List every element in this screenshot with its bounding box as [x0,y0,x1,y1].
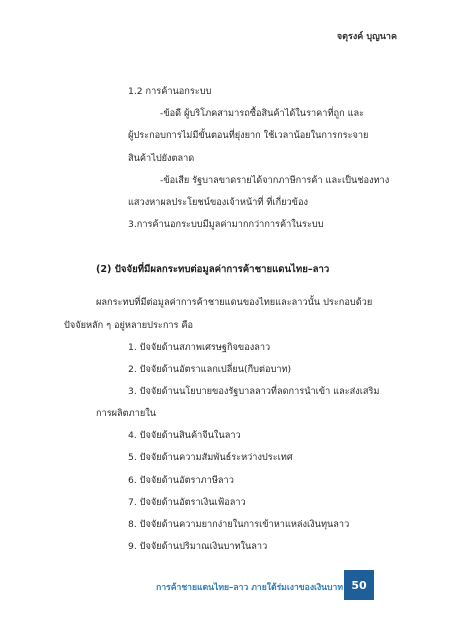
factor-item-6: 6. ปัจจัยด้านอัตราภาษีลาว [128,475,234,486]
disadvantage-line-1: -ข้อเสีย รัฐบาลขาดรายได้จากภาษีการค้า และเป็นช่องทาง [160,175,390,186]
factor-item-5: 5. ปัจจัยด้านความสัมพันธ์ระหว่างประเทศ [128,452,293,463]
page-number-badge: 50 [344,570,374,600]
intro-line-2: ปัจจัยหลัก ๆ อยู่หลายประการ คือ [64,320,194,331]
intro-line-1: ผลกระทบที่มีต่อมูลค่าการค้าชายแดนของไทยและลาวนั้น ประกอบด้วย [96,297,373,308]
running-header-author: จตุรงค์ บุญนาค [336,32,397,42]
advantage-line-2: ผู้ประกอบการไม่มีขั้นตอนที่ยุ่งยาก ใช้เวลาน้อยในการกระจาย [128,130,369,141]
factor-item-3-cont: การผลิตภายใน [96,408,157,419]
factor-item-3: 3. ปัจจัยด้านนโยบายของรัฐบาลลาวที่ลดการนำเข้า และส่งเสริม [128,386,380,397]
factor-item-9: 9. ปัจจัยด้านปริมาณเงินบาทในลาว [128,541,268,552]
section-heading: (2) ปัจจัยที่มีผลกระทบต่อมูลค่าการค้าชายแดนไทย–ลาว [96,264,330,275]
footer-book-title: การค้าชายแดนไทย–ลาว ภายใต้ร่มเงาของเงินบาท [156,583,343,593]
item-3: 3.การค้านอกระบบมีมูลค่ามากกว่าการค้าในระบบ [128,219,324,230]
disadvantage-line-2: แสวงหาผลประโยชน์ของเจ้าหน้าที่ ที่เกี่ยวข้อง [128,197,308,208]
factor-item-4: 4. ปัจจัยด้านสินค้าจีนในลาว [128,430,241,441]
page-footer [0,570,453,600]
factor-item-7: 7. ปัจจัยด้านอัตราเงินเฟ้อลาว [128,497,246,508]
advantage-line-1: -ข้อดี ผู้บริโภคสามารถซื้อสินค้าได้ในราคาที่ถูก และ [160,108,365,119]
factor-item-8: 8. ปัจจัยด้านความยากง่ายในการเข้าหาแหล่งเงินทุนลาว [128,519,350,530]
factor-item-1: 1. ปัจจัยด้านสภาพเศรษฐกิจของลาว [128,342,271,353]
item-1-2: 1.2 การค้านอกระบบ [128,86,212,97]
advantage-line-3: สินค้าไปยังตลาด [128,153,195,164]
factor-item-2: 2. ปัจจัยด้านอัตราแลกเปลี่ยน(กีบต่อบาท) [128,364,292,375]
